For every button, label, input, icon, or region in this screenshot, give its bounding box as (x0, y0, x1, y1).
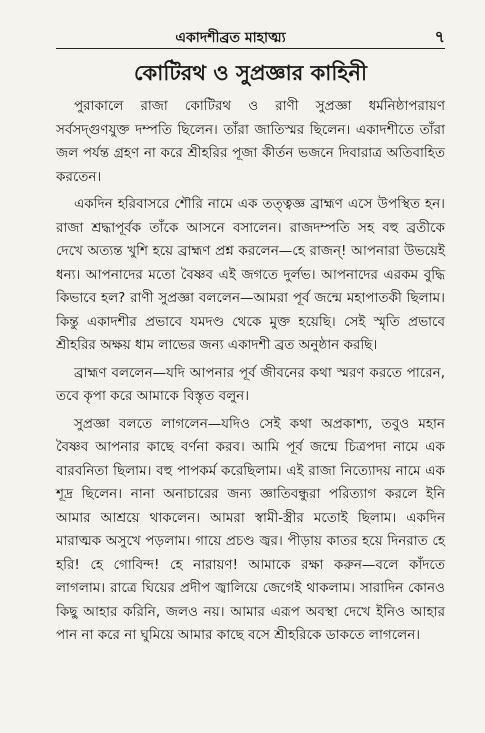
running-header (56, 26, 445, 49)
paragraph: পুরাকালে রাজা কোটিরথ ও রাণী সুপ্রজ্ঞা ধর্মনিষ্ঠাপরায়ণ সর্বসদ্‌গুণযুক্ত দম্পতি ছিলেন। তাঁরা জাতিস্মর ছিলেন। একাদশীতে তাঁরা জল পর্যন্ত গ্রহণ না করে শ্রীহরির পূজা কীর্তন ভজনে দিবারাত্র অতিবাহিত করতেন। (56, 98, 445, 185)
page-number: ৭ (434, 27, 445, 46)
paragraph: সুপ্রজ্ঞা বলতে লাগলেন—যদিও সেই কথা অপ্রকাশ্য, তবুও মহান বৈষ্ণব আপনার কাছে বর্ণনা করব। আমি পূর্ব জন্মে চিত্রপদা নামে এক বারবনিতা ছিলাম। বহু পাপকর্ম করেছিলাম। এই রাজা নিত্যোদয় নামে এক শূদ্র ছিলেন। নানা অনাচারের জন্য জ্ঞাতিবন্ধুরা পরিত্যাগ করলে ইনি আমার আশ্রয়ে থাকলেন। আমরা স্বামী-স্ত্রীর মতোই ছিলাম। একদিন মারাত্মক অসুখে পড়লাম। গায়ে প্রচণ্ড জ্বর। পীড়ায় কাতর হয়ে দিনরাত হে হরি! হে গোবিন্দ! হে নারায়ণ! আমাকে রক্ষা করুন—বলে কাঁদতে লাগলাম। রাত্রে ঘিয়ের প্রদীপ জ্বালিয়ে জেগেই থাকলাম। সারাদিন কোনও কিছু আহার করিনি, জলও নয়। আমার এরূপ অবস্থা দেখে ইনিও আহার পান না করে না ঘুমিয়ে আমার কাছে বসে শ্রীহরিকে ডাকতে লাগলেন। (56, 415, 445, 643)
running-title: একাদশীব্রত মাহাত্ম্য (175, 30, 286, 46)
paragraph: ব্রাহ্মণ বললেন—যদি আপনার পূর্ব জীবনের কথা স্মরণ করতে পারেন, তবে কৃপা করে আমাকে বিস্তৃত বলুন। (56, 364, 445, 404)
chapter-title: কোটিরথ ও সুপ্রজ্ঞার কাহিনী (134, 61, 367, 85)
paragraph: একদিন হরিবাসরে শৌরি নামে এক তত্ত্বজ্ঞ ব্রাহ্মণ এসে উপস্থিত হন। রাজা শ্রদ্ধাপূর্বক তাঁকে আসনে বসালেন। রাজদম্পতি সহ বহু ব্রতীকে দেখে অত্যন্ত খুশি হয়ে ব্রাহ্মণ প্রশ্ন করলেন—হে রাজন্! আপনারা উভয়েই ধন্য। আপনাদের মতো বৈষ্ণব এই জগতে দুর্লভ। আপনাদের এরকম বুদ্ধি কিভাবে হল? রাণী সুপ্রজ্ঞা বললেন—আমরা পূর্ব জন্মে মহাপাতকী ছিলাম। কিন্তু একাদশীর প্রভাবে যমদণ্ড থেকে মুক্ত হয়েছি। সেই স্মৃতি প্রভাবে শ্রীহরির অক্ষয় ধাম লাভের জন্য একাদশী ব্রত অনুষ্ঠান করছি। (56, 196, 445, 353)
